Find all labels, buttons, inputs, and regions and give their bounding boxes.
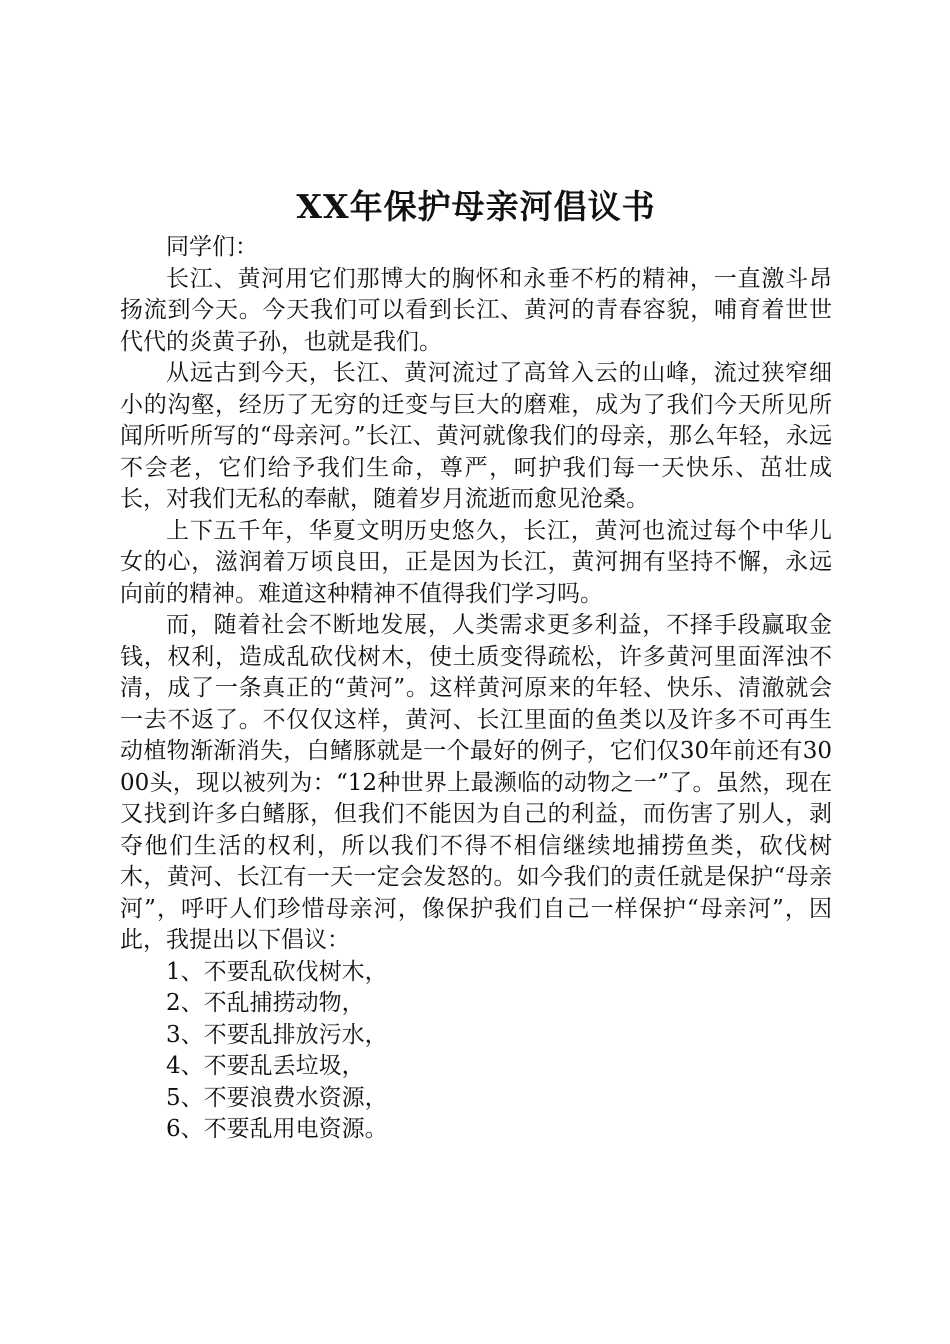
proposal-item: 3、不要乱排放污水，: [166, 1021, 388, 1048]
proposal-item: 2、不乱捕捞动物，: [166, 990, 365, 1016]
document-title: XX年保护母亲河倡议书: [296, 187, 656, 226]
paragraph-3: 上下五千年，华夏文明历史悠久，长江，黄河也流过每个中华儿女的心，滋润着万顷良田，正是因为长江，黄河拥有坚持不懈，永远向前的精神。难道这种精神不值得我们学习吗。: [120, 517, 832, 607]
proposal-item: 1、不要乱砍伐树木，: [166, 958, 388, 985]
document-page: [120, 182, 832, 1146]
proposal-item: 6、不要乱用电资源。: [166, 1116, 388, 1142]
paragraph-1: 长江、黄河用它们那博大的胸怀和永垂不朽的精神，一直激斗昂扬流到今天。今天我们可以看到长江、黄河的青春容貌，哺育着世世代代的炎黄子孙，也就是我们。: [120, 265, 832, 355]
paragraph-2: 从远古到今天，长江、黄河流过了高耸入云的山峰，流过狭窄细小的沟壑，经历了无穷的迁变与巨大的磨难，成为了我们今天所见所闻所听所写的“母亲河。”长江、黄河就像我们的母亲，那么年轻，永远不会老，它们给予我们生命，尊严，呵护我们每一天快乐、茁壮成长，对我们无私的奉献，随着岁月流逝而愈见沧桑。: [120, 360, 832, 512]
paragraph-4: 而，随着社会不断地发展，人类需求更多利益，不择手段赢取金钱，权利，造成乱砍伐树木，使土质变得疏松，许多黄河里面浑浊不清，成了一条真正的“黄河”。这样黄河原来的年轻、快乐、清澈就会一去不返了。不仅仅这样，黄河、长江里面的鱼类以及许多不可再生动植物渐渐消失，白鳍豚就是一个最好的例子，它们仅30年前还有3000头，现以被列为：“12种世界上最濒临的动物之一”了。虽然，现在又找到许多白鳍豚，但我们不能因为自己的利益，而伤害了别人，剥夺他们生活的权利，所以我们不得不相信继续地捕捞鱼类，砍伐树木，黄河、长江有一天一定会发怒的。如今我们的责任就是保护“母亲河”，呼吁人们珍惜母亲河，像保护我们自己一样保护“母亲河”，因此，我提出以下倡议：: [120, 612, 832, 953]
proposal-item: 4、不要乱丢垃圾，: [166, 1053, 365, 1079]
proposal-item: 5、不要浪费水资源，: [166, 1084, 388, 1111]
salutation: 同学们：: [166, 234, 258, 260]
